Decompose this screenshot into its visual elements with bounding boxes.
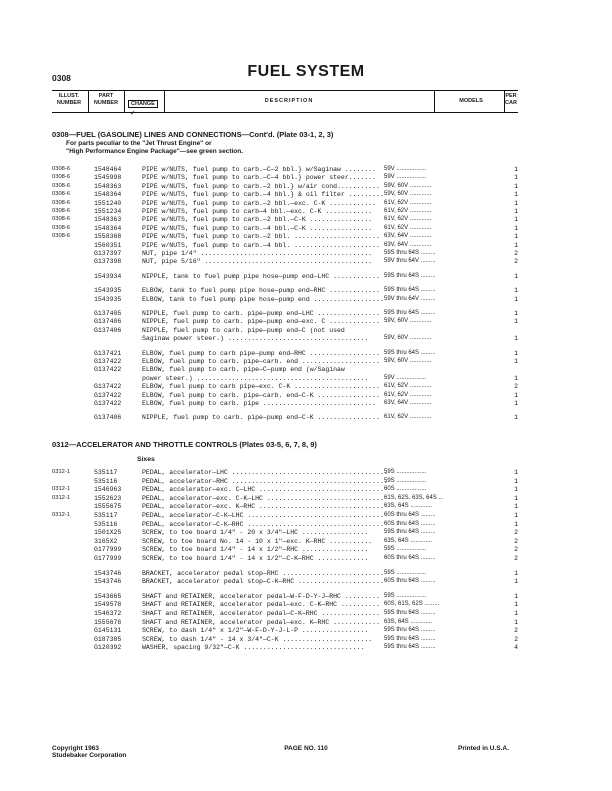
per-car: 1	[514, 569, 518, 577]
models: 59S thru 64S .........	[384, 529, 436, 536]
description: ELBOW, fuel pump to carb pipe—exc. C-K ......................	[142, 383, 380, 391]
description: SHAFT and RETAINER, accelerator pedal—W-F-D-Y-J—RHC .........	[142, 592, 380, 600]
part-number: 1551234	[94, 208, 122, 215]
section-heading-2: 0312—ACCELERATOR AND THROTTLE CONTROLS (Plates 03-5, 6, 7, 8, 9)	[52, 440, 317, 449]
models: 63S, 64S .............	[384, 618, 433, 625]
description: NIPPLE, fuel pump to carb. pipe—pump end—exc. C .............	[142, 318, 380, 326]
part-number: 535117	[94, 512, 118, 519]
per-car: 1	[514, 216, 518, 224]
models: 59S ..................	[384, 477, 427, 484]
per-car-header: PER CAR	[505, 93, 517, 106]
per-car: 1	[514, 414, 518, 422]
models: 59S ..................	[384, 592, 427, 599]
models: 63S, 64S .............	[384, 537, 433, 544]
per-car: 1	[514, 391, 518, 399]
illus-number: 0308-6	[52, 191, 71, 198]
part-number: G177999	[94, 555, 122, 562]
description: PIPE w/NUTS, fuel pump to carb.—C—2 bbl.} w/Saginaw ........	[142, 166, 377, 173]
part-number: 1543665	[94, 592, 122, 600]
section-heading: 0308—FUEL (GASOLINE) LINES AND CONNECTIONS—Cont'd. (Plate 03-1, 2, 3)	[52, 130, 334, 139]
per-car: 1	[514, 512, 518, 519]
per-car: 1	[514, 503, 518, 511]
per-car: 1	[514, 174, 518, 182]
table-row	[52, 554, 518, 563]
models: 60S, 61S, 62S .........	[384, 601, 440, 608]
models-header: MODELS	[459, 98, 483, 104]
models: 59V ..................	[384, 174, 427, 181]
models: 59S thru 64S .........	[384, 635, 436, 642]
part-number: 1543746	[94, 578, 122, 586]
models: 60S thru 64S .........	[384, 578, 436, 585]
per-car: 1	[514, 477, 518, 485]
description: ELBOW, tank to fuel pump pipe hose—pump end ..................	[142, 295, 384, 303]
part-number: G187385	[94, 635, 122, 643]
per-car: 2	[514, 383, 518, 391]
description: ELBOW, fuel pump to carb. pipe—carb. end ....................	[142, 358, 380, 365]
models: 61V, 62V .............	[384, 391, 432, 398]
models: 60S thru 64S .........	[384, 520, 436, 527]
illus-number: 0308-6	[52, 174, 71, 181]
part-number: 1548464	[94, 166, 122, 173]
part-number: G137421	[94, 349, 122, 357]
description: SCREW, to toe board 1/4" - 20 x 3/4"—LHC .................	[142, 529, 369, 537]
models: 61V, 62V .............	[384, 208, 432, 214]
part-number: 1546963	[94, 486, 122, 494]
description: NIPPLE, fuel pump to carb. pipe—pump end—LHC ................	[142, 310, 380, 317]
part-number: G120392	[94, 644, 122, 652]
part-number-header: PART NUMBER	[93, 93, 119, 106]
models: 59V thru 64V .........	[384, 295, 436, 302]
description: BRACKET, accelerator pedal stop—C-K—RHC ......................	[142, 578, 384, 586]
table-row	[52, 413, 518, 422]
per-car: 2	[514, 546, 518, 554]
page-title: FUEL SYSTEM	[247, 63, 365, 80]
per-car: 1	[514, 208, 518, 215]
subheading-sixes: Sixes	[137, 456, 155, 463]
part-number: 1555675	[94, 503, 122, 511]
models: 61V, 62V .............	[384, 414, 432, 421]
description: NIPPLE, fuel pump to carb. pipe—pump end—C-K ................	[142, 414, 380, 422]
models: 59V, 60V .............	[384, 191, 432, 198]
per-car: 1	[514, 166, 518, 173]
part-number: G137397	[94, 250, 122, 257]
illus-number: 0312-1	[52, 469, 71, 475]
illus-number: 0308-6	[52, 233, 71, 240]
models: 59V, 60V .............	[384, 182, 432, 189]
illus-number: 0312-1	[52, 512, 71, 518]
table-row	[52, 295, 518, 304]
models: 63V, 64V .............	[384, 400, 432, 406]
models: 59V ..................	[384, 166, 427, 172]
table-row	[52, 272, 518, 281]
description: PEDAL, accelerator—C-K—LHC ...................................	[142, 512, 384, 519]
part-number: G137406	[94, 326, 122, 334]
description-header: DESCRIPTION	[264, 98, 314, 104]
footer-copyright: Copyright 1963 Studebaker Corporation	[52, 745, 127, 759]
illus-number: 0308-6	[52, 166, 71, 172]
models: 61S, 62S, 63S, 64S ...	[384, 494, 444, 501]
description: PIPE w/NUTS, fuel pump to carb.—4 bbl.} & oil filter .........	[142, 191, 384, 199]
illus-number: 0308-6	[52, 216, 71, 223]
per-car: 1	[514, 486, 518, 494]
per-car: 1	[514, 618, 518, 626]
models: 59S thru 64S .........	[384, 610, 436, 616]
part-number: G137422	[94, 358, 122, 365]
part-number: 1501X25	[94, 529, 122, 537]
per-car: 1	[514, 182, 518, 190]
per-car: 1	[514, 610, 518, 617]
section-note: For parts peculiar to the "Jet Thrust Engine" or "High Performance Engine Package"—see green section.	[66, 140, 244, 155]
per-car: 1	[514, 287, 518, 295]
per-car: 2	[514, 555, 518, 562]
table-row	[52, 643, 518, 652]
description: SCREW, to dash 1/4" - 14 x 3/4"—C-K .......................	[142, 635, 373, 643]
description: power steer.) ............................................	[142, 374, 369, 382]
part-number: 1549578	[94, 601, 122, 609]
per-car: 1	[514, 233, 518, 241]
part-number: 1546372	[94, 610, 122, 617]
description: PIPE w/NUTS, fuel pump to carb.—2 bbl.—exc. C-K ............	[142, 199, 377, 207]
per-car: 1	[514, 241, 518, 249]
table-row	[52, 257, 518, 266]
table-row	[52, 399, 518, 408]
illus-number: 0308-6	[52, 224, 71, 231]
part-number: G137422	[94, 391, 122, 399]
part-number: 1548363	[94, 216, 122, 224]
part-number: 1555676	[94, 618, 122, 626]
description: ELBOW, fuel pump to carb pipe—pump end—RHC ..................	[142, 349, 380, 357]
description: ELBOW, fuel pump to carb. pipe—carb. end—C-K ................	[142, 391, 380, 399]
part-number: G145131	[94, 627, 122, 635]
per-car: 2	[514, 537, 518, 545]
per-car: 2	[514, 529, 518, 537]
section-code: 0308	[52, 73, 71, 83]
part-number: 3165X2	[94, 537, 118, 545]
models: 61V, 62V .............	[384, 383, 432, 390]
footer-page-number: PAGE NO. 110	[284, 745, 328, 752]
models: 59V ..................	[384, 374, 427, 381]
part-number: 1543934	[94, 272, 122, 280]
per-car: 1	[514, 272, 518, 280]
models: 63V, 64V .............	[384, 233, 432, 240]
per-car: 1	[514, 349, 518, 357]
per-car: 1	[514, 469, 518, 476]
part-number: 535116	[94, 520, 118, 528]
footer-printed: Printed in U.S.A.	[458, 745, 509, 752]
per-car: 2	[514, 250, 518, 257]
models: 59V, 60V .............	[384, 358, 432, 364]
illus-number: 0312-1	[52, 486, 71, 493]
part-number: 1543746	[94, 569, 122, 577]
models: 61V, 62V .............	[384, 216, 432, 223]
models: 59S thru 64S .........	[384, 349, 436, 356]
models: 59S ..................	[384, 469, 427, 475]
description: NUT, pipe 1/4" ............................................	[142, 250, 373, 257]
description: PIPE w/NUTS, fuel pump to carb.—4 bbl.—C-K ................	[142, 224, 373, 232]
description: PEDAL, accelerator—RHC ........................................	[142, 477, 388, 485]
illus-number-header: ILLUST. NUMBER	[56, 93, 82, 106]
part-number: 1560351	[94, 241, 122, 249]
description: PEDAL, accelerator—C-K—RHC ...................................	[142, 520, 384, 528]
models: 60S thru 64S .........	[384, 555, 436, 561]
description: SHAFT and RETAINER, accelerator pedal—exc. K—RHC ............	[142, 618, 380, 626]
description: SCREW, to toe board 1/4" - 14 x 1/2"—RHC .................	[142, 546, 369, 554]
per-car: 1	[514, 358, 518, 365]
description: SCREW, to toe board No. 14 - 10 x 1"—exc. K—RHC ...........	[142, 537, 373, 545]
description: ELBOW, tank to fuel pump pipe hose—pump end—RHC .............	[142, 287, 380, 295]
part-number: 1552623	[94, 494, 122, 502]
per-car: 1	[514, 592, 518, 600]
models: 59S thru 64S .........	[384, 250, 436, 256]
part-number: 535116	[94, 477, 118, 485]
models: 59S thru 64S .........	[384, 287, 436, 294]
description: SCREW, to dash 1/4" x 1/2"—W-F-D-Y-J-L-P .................	[142, 627, 369, 635]
models: 59V, 60V .............	[384, 335, 432, 342]
change-check-icon: ✓	[130, 110, 136, 117]
illus-number: 0308-6	[52, 208, 71, 214]
illus-number: 0308-6	[52, 182, 71, 189]
description: NUT, pipe 5/16" ...........................................	[142, 258, 373, 266]
description: PIPE w/NUTS, fuel pump to carb.—2 bbl.} w/air cond...........	[142, 182, 380, 190]
per-car: 1	[514, 601, 518, 609]
description: PEDAL, accelerator—LHC ........................................	[142, 469, 388, 476]
description: PEDAL, accelerator—exc. K—RHC ................................	[142, 503, 384, 511]
description: ELBOW, fuel pump to carb. pipe .............................	[142, 400, 377, 407]
description: NIPPLE, tank to fuel pump pipe hose—pump end—LHC ............	[142, 272, 380, 280]
part-number: G137405	[94, 310, 122, 317]
part-number: G137422	[94, 366, 122, 374]
description: NIPPLE, fuel pump to carb. pipe—pump end—C (not used	[142, 326, 345, 334]
models: 63V, 64V .............	[384, 241, 432, 248]
per-car: 1	[514, 191, 518, 199]
per-car: 1	[514, 318, 518, 326]
table-row	[52, 334, 518, 343]
models: 59S thru 64S .........	[384, 310, 436, 316]
part-number: 1545998	[94, 174, 122, 182]
per-car: 1	[514, 199, 518, 207]
per-car: 4	[514, 644, 518, 652]
models: 59V thru 64V .........	[384, 258, 436, 265]
description: SCREW, to toe board 1/4" - 14 x 1/2"—C-K—RHC .............	[142, 555, 369, 562]
part-number: 1543935	[94, 287, 122, 295]
description: PIPE w/NUTS, fuel pump to carb.—2 bbl. ......................	[142, 233, 380, 241]
models: 63S, 64S .............	[384, 503, 433, 510]
part-number: G137398	[94, 258, 122, 266]
part-number: 1558368	[94, 233, 122, 241]
per-car: 1	[514, 224, 518, 232]
description: SHAFT and RETAINER, accelerator pedal—C-K—RHC ...............	[142, 610, 380, 617]
part-number: 535117	[94, 469, 118, 476]
models: 61V, 62V .............	[384, 199, 432, 206]
description: PIPE w/NUTS, fuel pump to carb.—4 bbl. ......................	[142, 241, 380, 249]
models: 59S thru 64S .........	[384, 272, 436, 279]
description: BRACKET, accelerator pedal stop—RHC ..........................	[142, 569, 384, 577]
part-number: G137406	[94, 318, 122, 326]
description: SHAFT and RETAINER, accelerator pedal—exc. C-K—RHC ..........	[142, 601, 380, 609]
table-row	[52, 577, 518, 586]
part-number: 1548363	[94, 182, 122, 190]
part-number: G137406	[94, 414, 122, 422]
description: PEDAL, accelerator—exc. C—LHC ................................	[142, 486, 384, 494]
part-number: 1548364	[94, 191, 122, 199]
per-car: 2	[514, 627, 518, 635]
illus-number: 0312-1	[52, 494, 71, 501]
description: PIPE w/NUTS, fuel pump to carb—4 bbl.—exc. C-K ............	[142, 208, 373, 215]
description: WASHER, spacing 9/32"—C-K ...............................	[142, 644, 365, 652]
part-number: 1543935	[94, 295, 122, 303]
models: 59S ..................	[384, 546, 427, 553]
description: PIPE w/NUTS, fuel pump to carb.—C—4 bbl.} power steer.......	[142, 174, 377, 182]
models: 59S ..................	[384, 569, 427, 576]
part-number: 1551240	[94, 199, 122, 207]
per-car: 1	[514, 578, 518, 586]
part-number: 1548364	[94, 224, 122, 232]
part-number: G137422	[94, 383, 122, 391]
description: ELBOW, fuel pump to carb. pipe—C—pump end (w/Saginaw	[142, 366, 345, 374]
column-header-band	[52, 90, 518, 117]
part-number: G177999	[94, 546, 122, 554]
per-car: 1	[514, 335, 518, 343]
per-car: 2	[514, 635, 518, 643]
per-car: 1	[514, 295, 518, 303]
per-car: 1	[514, 400, 518, 407]
per-car: 1	[514, 310, 518, 317]
part-number: G137422	[94, 400, 122, 407]
per-car: 1	[514, 494, 518, 502]
per-car: 1	[514, 520, 518, 528]
per-car: 1	[514, 374, 518, 382]
models: 61V, 62V .............	[384, 224, 432, 231]
per-car: 2	[514, 258, 518, 266]
change-header: CHANGE ✓	[128, 92, 158, 118]
description: PIPE w/NUTS, fuel pump to carb.—2 bbl.—C-K ................	[142, 216, 373, 224]
models: 59S thru 64S .........	[384, 627, 436, 634]
models: 60S thru 64S .........	[384, 512, 436, 518]
models: 59V, 60V .............	[384, 318, 432, 325]
models: 59S thru 64S .........	[384, 644, 436, 651]
description: Saginaw power steer.) ....................................	[142, 335, 369, 343]
description: PEDAL, accelerator—exc. C-K—LHC ..............................	[142, 494, 384, 502]
models: 60S ..................	[384, 486, 427, 493]
illus-number: 0308-6	[52, 199, 71, 206]
